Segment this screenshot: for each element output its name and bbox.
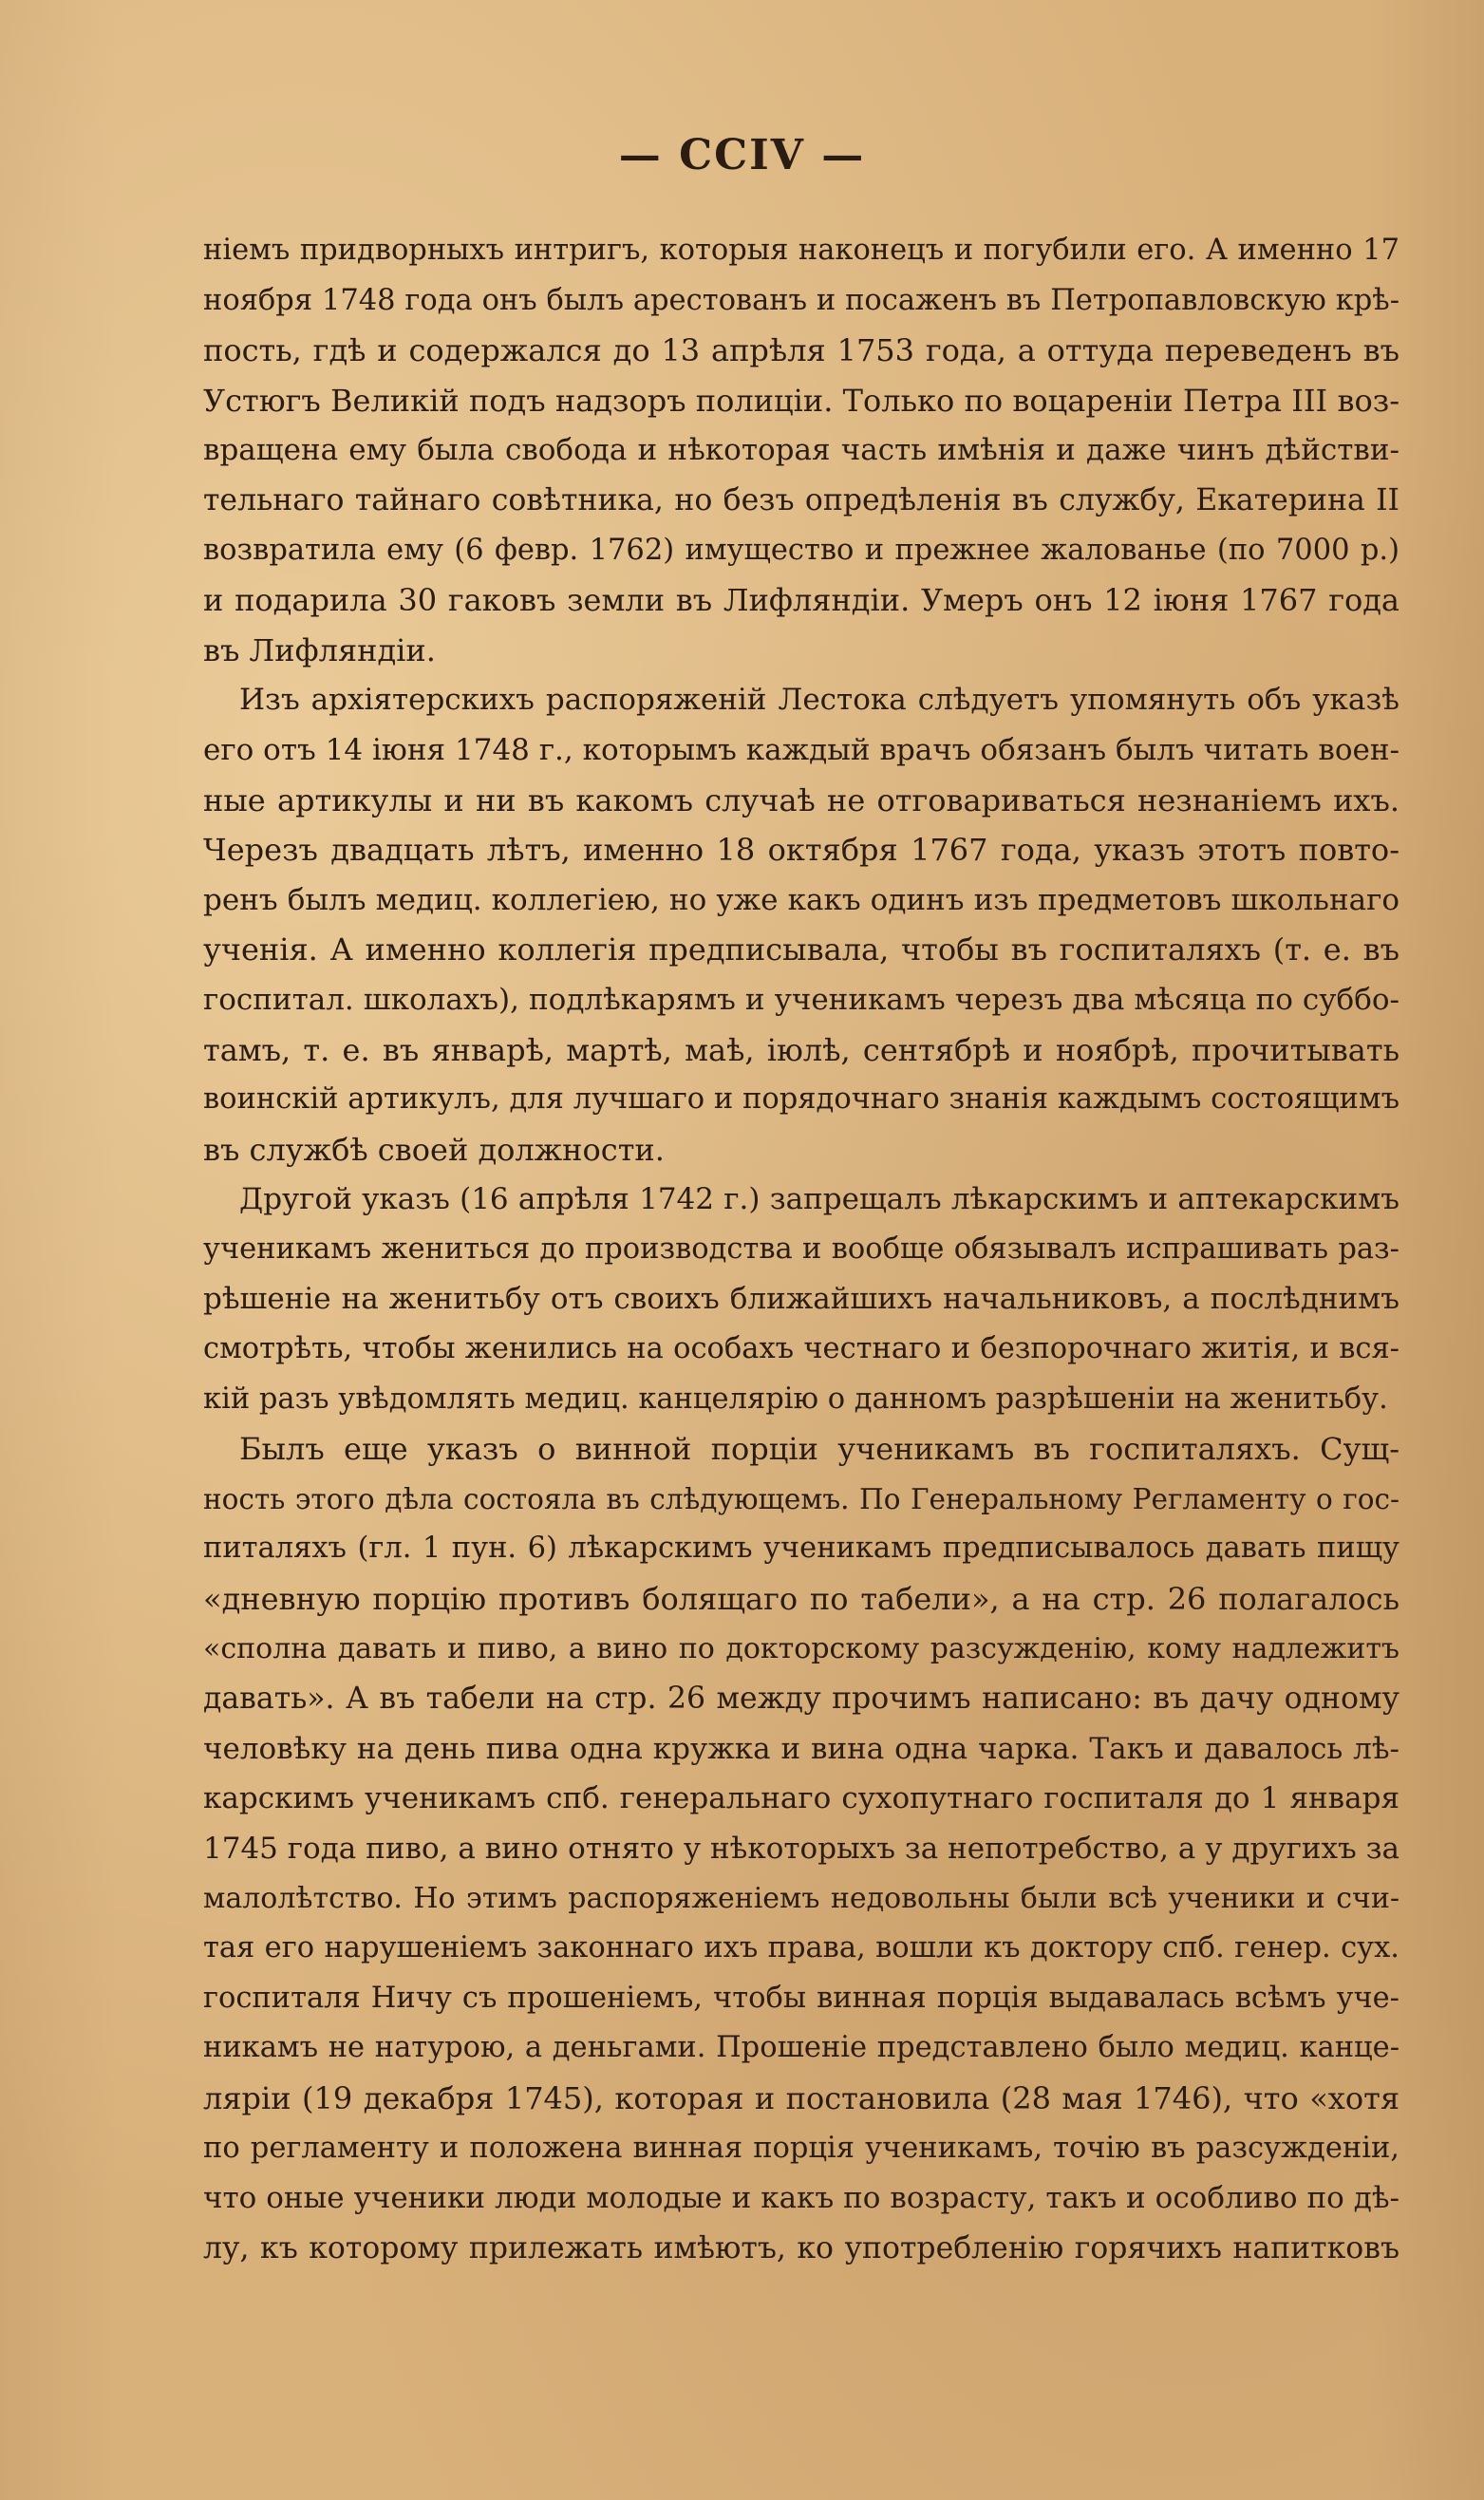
body-text [203, 226, 1399, 2273]
text-line: что оные ученики люди молодые и какъ по возрасту, такъ и особливо по дѣ- [203, 2181, 1399, 2216]
text-line: тельнаго тайнаго совѣтника, но безъ опредѣленія въ службу, Екатерина II [203, 482, 1399, 517]
text-line: Устюгъ Великій подъ надзоръ полиціи. Только по воцареніи Петра III воз- [203, 382, 1399, 419]
text-line: никамъ не натурою, а деньгами. Прошеніе представлено было медиц. канце- [203, 2031, 1399, 2065]
text-line: въ службѣ своей должности. [203, 1131, 665, 1168]
text-line: «дневную порцію противъ болящаго по табели», а на стр. 26 полагалось [203, 1581, 1399, 1618]
page-number-header: — CCIV — [618, 131, 866, 179]
text-line: 1745 года пиво, а вино отнято у нѣкоторыхъ за непотребство, а у другихъ за [203, 1832, 1399, 1866]
text-line: въ Лифляндіи. [203, 631, 436, 668]
paragraph-4 [203, 1424, 1399, 2273]
text-line: по регламенту и положена винная порція ученикамъ, точію въ разсужденіи, [203, 2131, 1399, 2165]
text-line: госпитал. школахъ), подлѣкарямъ и ученикамъ черезъ два мѣсяца по суббо- [203, 982, 1399, 1017]
text-line: тая его нарушеніемъ законнаго ихъ права, вошли къ доктору спб. генер. сух. [203, 1931, 1399, 1965]
text-line: ляріи (19 декабря 1745), которая и постановила (28 мая 1746), что «хотя [203, 2079, 1399, 2116]
text-line: воинскій артикулъ, для лучшаго и порядочнаго знанія каждымъ состоящимъ [203, 1082, 1399, 1117]
text-line: ные артикулы и ни въ какомъ случаѣ не отговариваться незнаніемъ ихъ. [203, 781, 1399, 818]
text-line: смотрѣть, чтобы женились на особахъ честнаго и безпорочнаго житія, и вся- [203, 1332, 1399, 1366]
paragraph-2 [203, 675, 1399, 1175]
text-line: ренъ былъ медиц. коллегіею, но уже какъ одинъ изъ предметовъ школьнаго [203, 882, 1399, 917]
text-line: тамъ, т. е. въ январѣ, мартѣ, маѣ, іюлѣ, сентябрѣ и ноябрѣ, прочитывать [203, 1031, 1399, 1068]
text-line: ность этого дѣла состояла въ слѣдующемъ. По Генеральному Регламенту о гос- [203, 1482, 1399, 1515]
text-line: кій разъ увѣдомлять медиц. канцелярію о данномъ разрѣшеніи на женитьбу. [203, 1382, 1388, 1416]
text-line: вращена ему была свобода и нѣкоторая часть имѣнія и даже чинъ дѣйстви- [203, 433, 1399, 468]
paragraph-1 [203, 226, 1399, 675]
text-line: ноября 1748 года онъ былъ арестованъ и посаженъ въ Петропавловскую крѣ- [203, 283, 1399, 317]
text-line: давать». А въ табели на стр. 26 между прочимъ написано: въ дачу одному [203, 1682, 1399, 1717]
text-line: Изъ архіятерскихъ распоряженій Лестока слѣдуетъ упомянуть объ указѣ [239, 683, 1399, 718]
text-line: его отъ 14 іюня 1748 г., которымъ каждый врачъ обязанъ былъ читать воен- [203, 732, 1399, 767]
text-line: госпиталя Ничу съ прошеніемъ, чтобы винная порція выдавалась всѣмъ уче- [203, 1981, 1399, 2015]
text-line: и подарила 30 гаковъ земли въ Лифляндіи. Умеръ онъ 12 іюня 1767 года [203, 582, 1399, 619]
text-line: Былъ еще указъ о винной порціи ученикамъ въ госпиталяхъ. Сущ- [239, 1431, 1399, 1468]
text-line: ученія. А именно коллегія предписывала, чтобы въ госпиталяхъ (т. е. въ [203, 931, 1399, 968]
text-line: малолѣтство. Но этимъ распоряженіемъ недовольны были всѣ ученики и счи- [203, 1881, 1399, 1915]
text-line: питаляхъ (гл. 1 пун. 6) лѣкарскимъ ученикамъ предписывалось давать пищу [203, 1532, 1399, 1566]
text-line: человѣку на день пива одна кружка и вина одна чарка. Такъ и давалось лѣ- [203, 1731, 1399, 1766]
text-line: лу, къ которому прилежать имѣютъ, ко употребленію горячихъ напитковъ [203, 2230, 1399, 2265]
text-line: ученикамъ жениться до производства и вообще обязывалъ испрашивать раз- [203, 1231, 1399, 1266]
text-line: ніемъ придворныхъ интригъ, которыя наконецъ и погубили его. А именно 17 [203, 234, 1399, 267]
text-line: Другой указъ (16 апрѣля 1742 г.) запрещалъ лѣкарскимъ и аптекарскимъ [239, 1182, 1399, 1217]
text-line: пость, гдѣ и содержался до 13 апрѣля 1753 года, а оттуда переведенъ въ [203, 332, 1399, 369]
text-line: рѣшеніе на женитьбу отъ своихъ ближайшихъ начальниковъ, а послѣднимъ [203, 1282, 1399, 1317]
text-line: карскимъ ученикамъ спб. генеральнаго сухопутнаго госпиталя до 1 января [203, 1781, 1399, 1816]
paragraph-3 [203, 1175, 1399, 1424]
text-line: Черезъ двадцать лѣтъ, именно 18 октября 1767 года, указъ этотъ повто- [203, 832, 1399, 869]
text-line: «сполна давать и пиво, а вино по докторскому разсужденію, кому надлежитъ [203, 1631, 1399, 1665]
text-line: возвратила ему (6 февр. 1762) имущество и прежнее жалованье (по 7000 р.) [203, 533, 1399, 567]
